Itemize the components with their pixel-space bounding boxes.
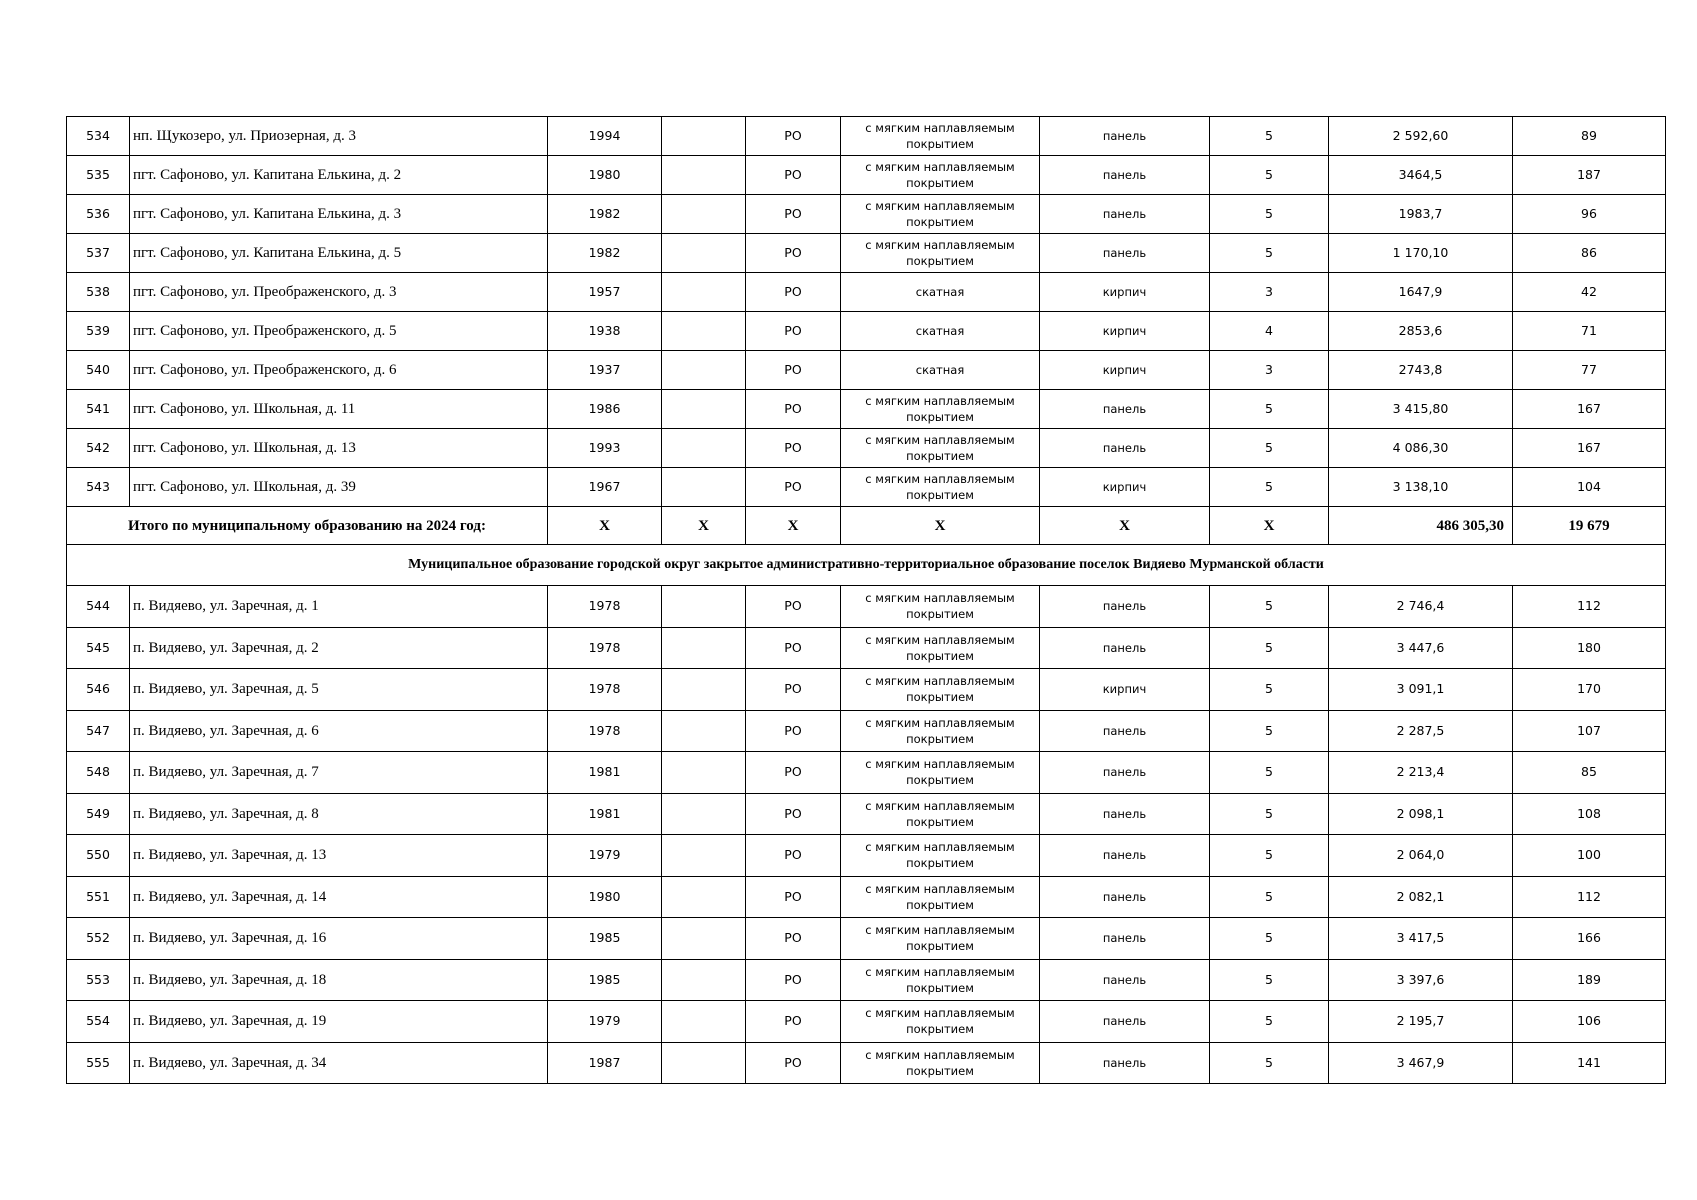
floors-cell: 5 (1210, 586, 1329, 628)
table-row (67, 586, 1666, 628)
year-cell: 1981 (548, 793, 662, 835)
row-number: 544 (67, 586, 130, 628)
year-cell: 1987 (548, 1042, 662, 1084)
row-number: 535 (67, 156, 130, 195)
year-cell: 1967 (548, 468, 662, 507)
residents-cell: 96 (1513, 195, 1666, 234)
roof-type-cell: с мягким наплавляемым покрытием (841, 918, 1040, 960)
roof-type-cell: с мягким наплавляемым покрытием (841, 669, 1040, 711)
blank-cell (662, 752, 746, 794)
table-row (67, 793, 1666, 835)
blank-cell (662, 429, 746, 468)
area-cell: 1983,7 (1329, 195, 1513, 234)
blank-cell (662, 627, 746, 669)
ro-cell: РО (746, 752, 841, 794)
roof-type-cell: с мягким наплавляемым покрытием (841, 752, 1040, 794)
wall-material-cell: панель (1040, 156, 1210, 195)
roof-type-cell: с мягким наплавляемым покрытием (841, 835, 1040, 877)
residents-cell: 104 (1513, 468, 1666, 507)
floors-cell: 5 (1210, 793, 1329, 835)
wall-material-cell: кирпич (1040, 669, 1210, 711)
floors-cell: 5 (1210, 876, 1329, 918)
row-number: 541 (67, 390, 130, 429)
year-cell: 1986 (548, 390, 662, 429)
wall-material-cell: панель (1040, 627, 1210, 669)
wall-material-cell: панель (1040, 390, 1210, 429)
floors-cell: 5 (1210, 156, 1329, 195)
wall-material-cell: панель (1040, 710, 1210, 752)
row-number: 542 (67, 429, 130, 468)
blank-cell (662, 586, 746, 628)
area-cell: 2 746,4 (1329, 586, 1513, 628)
floors-cell: 5 (1210, 627, 1329, 669)
table-row (67, 627, 1666, 669)
row-number: 548 (67, 752, 130, 794)
blank-cell (662, 156, 746, 195)
row-number: 546 (67, 669, 130, 711)
residents-cell: 166 (1513, 918, 1666, 960)
wall-material-cell: кирпич (1040, 273, 1210, 312)
residents-cell: 180 (1513, 627, 1666, 669)
area-cell: 3 415,80 (1329, 390, 1513, 429)
address-cell: пгт. Сафоново, ул. Школьная, д. 11 (130, 390, 548, 429)
total-x-walls: X (1040, 507, 1210, 545)
ro-cell: РО (746, 793, 841, 835)
wall-material-cell: панель (1040, 835, 1210, 877)
area-cell: 2 287,5 (1329, 710, 1513, 752)
year-cell: 1938 (548, 312, 662, 351)
year-cell: 1980 (548, 156, 662, 195)
floors-cell: 5 (1210, 234, 1329, 273)
floors-cell: 3 (1210, 351, 1329, 390)
year-cell: 1993 (548, 429, 662, 468)
address-cell: п. Видяево, ул. Заречная, д. 34 (130, 1042, 548, 1084)
row-number: 554 (67, 1001, 130, 1043)
address-cell: п. Видяево, ул. Заречная, д. 2 (130, 627, 548, 669)
ro-cell: РО (746, 835, 841, 877)
row-number: 547 (67, 710, 130, 752)
table-row (67, 876, 1666, 918)
year-cell: 1978 (548, 710, 662, 752)
roof-type-cell: с мягким наплавляемым покрытием (841, 1001, 1040, 1043)
address-cell: п. Видяево, ул. Заречная, д. 5 (130, 669, 548, 711)
total-x-year: X (548, 507, 662, 545)
table-row (67, 669, 1666, 711)
address-cell: п. Видяево, ул. Заречная, д. 7 (130, 752, 548, 794)
area-cell: 2 213,4 (1329, 752, 1513, 794)
table-row (67, 1001, 1666, 1043)
ro-cell: РО (746, 390, 841, 429)
residents-cell: 108 (1513, 793, 1666, 835)
blank-cell (662, 117, 746, 156)
year-cell: 1980 (548, 876, 662, 918)
address-cell: пгт. Сафоново, ул. Преображенского, д. 5 (130, 312, 548, 351)
ro-cell: РО (746, 117, 841, 156)
floors-cell: 4 (1210, 312, 1329, 351)
area-cell: 2 082,1 (1329, 876, 1513, 918)
total-area: 486 305,30 (1329, 507, 1513, 545)
table-body-bottom (67, 586, 1666, 1084)
roof-type-cell: скатная (841, 312, 1040, 351)
ro-cell: РО (746, 195, 841, 234)
ro-cell: РО (746, 1001, 841, 1043)
floors-cell: 5 (1210, 752, 1329, 794)
wall-material-cell: панель (1040, 876, 1210, 918)
row-number: 534 (67, 117, 130, 156)
floors-cell: 3 (1210, 273, 1329, 312)
table-row (67, 468, 1666, 507)
roof-type-cell: с мягким наплавляемым покрытием (841, 793, 1040, 835)
residents-cell: 141 (1513, 1042, 1666, 1084)
wall-material-cell: панель (1040, 586, 1210, 628)
row-number: 549 (67, 793, 130, 835)
residents-cell: 107 (1513, 710, 1666, 752)
table-row (67, 351, 1666, 390)
residents-cell: 86 (1513, 234, 1666, 273)
area-cell: 3 091,1 (1329, 669, 1513, 711)
blank-cell (662, 351, 746, 390)
roof-type-cell: с мягким наплавляемым покрытием (841, 586, 1040, 628)
section-header-row (67, 545, 1666, 586)
blank-cell (662, 918, 746, 960)
wall-material-cell: панель (1040, 959, 1210, 1001)
year-cell: 1982 (548, 234, 662, 273)
floors-cell: 5 (1210, 1001, 1329, 1043)
floors-cell: 5 (1210, 918, 1329, 960)
address-cell: пгт. Сафоново, ул. Капитана Елькина, д. 5 (130, 234, 548, 273)
row-number: 538 (67, 273, 130, 312)
floors-cell: 5 (1210, 390, 1329, 429)
total-label: Итого по муниципальному образованию на 2024 год: (67, 507, 548, 545)
wall-material-cell: панель (1040, 1001, 1210, 1043)
roof-type-cell: с мягким наплавляемым покрытием (841, 195, 1040, 234)
year-cell: 1981 (548, 752, 662, 794)
ro-cell: РО (746, 627, 841, 669)
area-cell: 3464,5 (1329, 156, 1513, 195)
address-cell: пгт. Сафоново, ул. Преображенского, д. 6 (130, 351, 548, 390)
ro-cell: РО (746, 468, 841, 507)
blank-cell (662, 1001, 746, 1043)
ro-cell: РО (746, 710, 841, 752)
table-row (67, 195, 1666, 234)
year-cell: 1979 (548, 835, 662, 877)
blank-cell (662, 669, 746, 711)
residents-cell: 71 (1513, 312, 1666, 351)
year-cell: 1985 (548, 918, 662, 960)
year-cell: 1985 (548, 959, 662, 1001)
row-number: 550 (67, 835, 130, 877)
roof-type-cell: с мягким наплавляемым покрытием (841, 876, 1040, 918)
wall-material-cell: панель (1040, 234, 1210, 273)
table-row (67, 959, 1666, 1001)
row-number: 539 (67, 312, 130, 351)
total-residents: 19 679 (1513, 507, 1666, 545)
total-x-floors: X (1210, 507, 1329, 545)
row-number: 551 (67, 876, 130, 918)
blank-cell (662, 390, 746, 429)
table-row (67, 156, 1666, 195)
year-cell: 1978 (548, 586, 662, 628)
area-cell: 1647,9 (1329, 273, 1513, 312)
row-number: 553 (67, 959, 130, 1001)
address-cell: пгт. Сафоново, ул. Школьная, д. 39 (130, 468, 548, 507)
address-cell: пгт. Сафоново, ул. Капитана Елькина, д. 2 (130, 156, 548, 195)
blank-cell (662, 195, 746, 234)
ro-cell: РО (746, 1042, 841, 1084)
total-row (67, 507, 1666, 545)
area-cell: 2853,6 (1329, 312, 1513, 351)
roof-type-cell: с мягким наплавляемым покрытием (841, 234, 1040, 273)
area-cell: 3 467,9 (1329, 1042, 1513, 1084)
roof-type-cell: с мягким наплавляемым покрытием (841, 959, 1040, 1001)
row-number: 552 (67, 918, 130, 960)
blank-cell (662, 273, 746, 312)
blank-cell (662, 959, 746, 1001)
table-row (67, 117, 1666, 156)
wall-material-cell: панель (1040, 117, 1210, 156)
roof-type-cell: скатная (841, 273, 1040, 312)
year-cell: 1979 (548, 1001, 662, 1043)
area-cell: 3 138,10 (1329, 468, 1513, 507)
area-cell: 2743,8 (1329, 351, 1513, 390)
area-cell: 2 064,0 (1329, 835, 1513, 877)
table-row (67, 273, 1666, 312)
ro-cell: РО (746, 351, 841, 390)
address-cell: п. Видяево, ул. Заречная, д. 14 (130, 876, 548, 918)
ro-cell: РО (746, 959, 841, 1001)
roof-type-cell: с мягким наплавляемым покрытием (841, 390, 1040, 429)
section-title: Муниципальное образование городской округ закрытое административно-территориальное образование поселок Видяево Мурманской области (67, 545, 1666, 586)
wall-material-cell: кирпич (1040, 351, 1210, 390)
year-cell: 1994 (548, 117, 662, 156)
ro-cell: РО (746, 876, 841, 918)
wall-material-cell: панель (1040, 195, 1210, 234)
wall-material-cell: кирпич (1040, 468, 1210, 507)
row-number: 545 (67, 627, 130, 669)
roof-type-cell: с мягким наплавляемым покрытием (841, 117, 1040, 156)
residents-cell: 187 (1513, 156, 1666, 195)
table-row (67, 918, 1666, 960)
table-row (67, 429, 1666, 468)
address-cell: пгт. Сафоново, ул. Преображенского, д. 3 (130, 273, 548, 312)
address-cell: п. Видяево, ул. Заречная, д. 13 (130, 835, 548, 877)
ro-cell: РО (746, 669, 841, 711)
address-cell: нп. Щукозеро, ул. Приозерная, д. 3 (130, 117, 548, 156)
row-number: 537 (67, 234, 130, 273)
ro-cell: РО (746, 586, 841, 628)
roof-type-cell: с мягким наплавляемым покрытием (841, 156, 1040, 195)
residents-cell: 167 (1513, 390, 1666, 429)
ro-cell: РО (746, 918, 841, 960)
residents-cell: 106 (1513, 1001, 1666, 1043)
roof-type-cell: с мягким наплавляемым покрытием (841, 710, 1040, 752)
address-cell: п. Видяево, ул. Заречная, д. 1 (130, 586, 548, 628)
year-cell: 1978 (548, 669, 662, 711)
table-total-section (67, 507, 1666, 586)
wall-material-cell: кирпич (1040, 312, 1210, 351)
year-cell: 1937 (548, 351, 662, 390)
residents-cell: 112 (1513, 876, 1666, 918)
residents-cell: 167 (1513, 429, 1666, 468)
residents-cell: 170 (1513, 669, 1666, 711)
roof-type-cell: с мягким наплавляемым покрытием (841, 429, 1040, 468)
residents-cell: 77 (1513, 351, 1666, 390)
area-cell: 2 592,60 (1329, 117, 1513, 156)
residents-cell: 100 (1513, 835, 1666, 877)
table-row (67, 234, 1666, 273)
year-cell: 1978 (548, 627, 662, 669)
blank-cell (662, 1042, 746, 1084)
floors-cell: 5 (1210, 429, 1329, 468)
wall-material-cell: панель (1040, 918, 1210, 960)
wall-material-cell: панель (1040, 429, 1210, 468)
area-cell: 3 447,6 (1329, 627, 1513, 669)
table-body-top (67, 117, 1666, 507)
year-cell: 1982 (548, 195, 662, 234)
ro-cell: РО (746, 234, 841, 273)
table-row (67, 390, 1666, 429)
table-row (67, 835, 1666, 877)
wall-material-cell: панель (1040, 752, 1210, 794)
floors-cell: 5 (1210, 1042, 1329, 1084)
roof-type-cell: скатная (841, 351, 1040, 390)
floors-cell: 5 (1210, 710, 1329, 752)
floors-cell: 5 (1210, 468, 1329, 507)
table-row (67, 710, 1666, 752)
residents-cell: 85 (1513, 752, 1666, 794)
housing-table (66, 116, 1666, 1084)
area-cell: 1 170,10 (1329, 234, 1513, 273)
residents-cell: 89 (1513, 117, 1666, 156)
row-number: 540 (67, 351, 130, 390)
table-row (67, 1042, 1666, 1084)
total-x-blank: X (662, 507, 746, 545)
roof-type-cell: с мягким наплавляемым покрытием (841, 1042, 1040, 1084)
year-cell: 1957 (548, 273, 662, 312)
address-cell: пгт. Сафоново, ул. Капитана Елькина, д. 3 (130, 195, 548, 234)
floors-cell: 5 (1210, 117, 1329, 156)
row-number: 536 (67, 195, 130, 234)
address-cell: пгт. Сафоново, ул. Школьная, д. 13 (130, 429, 548, 468)
floors-cell: 5 (1210, 959, 1329, 1001)
address-cell: п. Видяево, ул. Заречная, д. 19 (130, 1001, 548, 1043)
address-cell: п. Видяево, ул. Заречная, д. 6 (130, 710, 548, 752)
row-number: 543 (67, 468, 130, 507)
floors-cell: 5 (1210, 195, 1329, 234)
blank-cell (662, 234, 746, 273)
area-cell: 3 397,6 (1329, 959, 1513, 1001)
ro-cell: РО (746, 273, 841, 312)
blank-cell (662, 312, 746, 351)
blank-cell (662, 710, 746, 752)
ro-cell: РО (746, 429, 841, 468)
wall-material-cell: панель (1040, 1042, 1210, 1084)
wall-material-cell: панель (1040, 793, 1210, 835)
roof-type-cell: с мягким наплавляемым покрытием (841, 627, 1040, 669)
ro-cell: РО (746, 156, 841, 195)
blank-cell (662, 876, 746, 918)
ro-cell: РО (746, 312, 841, 351)
residents-cell: 112 (1513, 586, 1666, 628)
floors-cell: 5 (1210, 835, 1329, 877)
blank-cell (662, 793, 746, 835)
address-cell: п. Видяево, ул. Заречная, д. 18 (130, 959, 548, 1001)
address-cell: п. Видяево, ул. Заречная, д. 16 (130, 918, 548, 960)
blank-cell (662, 835, 746, 877)
area-cell: 4 086,30 (1329, 429, 1513, 468)
residents-cell: 42 (1513, 273, 1666, 312)
blank-cell (662, 468, 746, 507)
table-row (67, 752, 1666, 794)
roof-type-cell: с мягким наплавляемым покрытием (841, 468, 1040, 507)
total-x-ro: X (746, 507, 841, 545)
floors-cell: 5 (1210, 669, 1329, 711)
area-cell: 2 098,1 (1329, 793, 1513, 835)
table-row (67, 312, 1666, 351)
area-cell: 3 417,5 (1329, 918, 1513, 960)
area-cell: 2 195,7 (1329, 1001, 1513, 1043)
address-cell: п. Видяево, ул. Заречная, д. 8 (130, 793, 548, 835)
residents-cell: 189 (1513, 959, 1666, 1001)
row-number: 555 (67, 1042, 130, 1084)
total-x-roof: X (841, 507, 1040, 545)
